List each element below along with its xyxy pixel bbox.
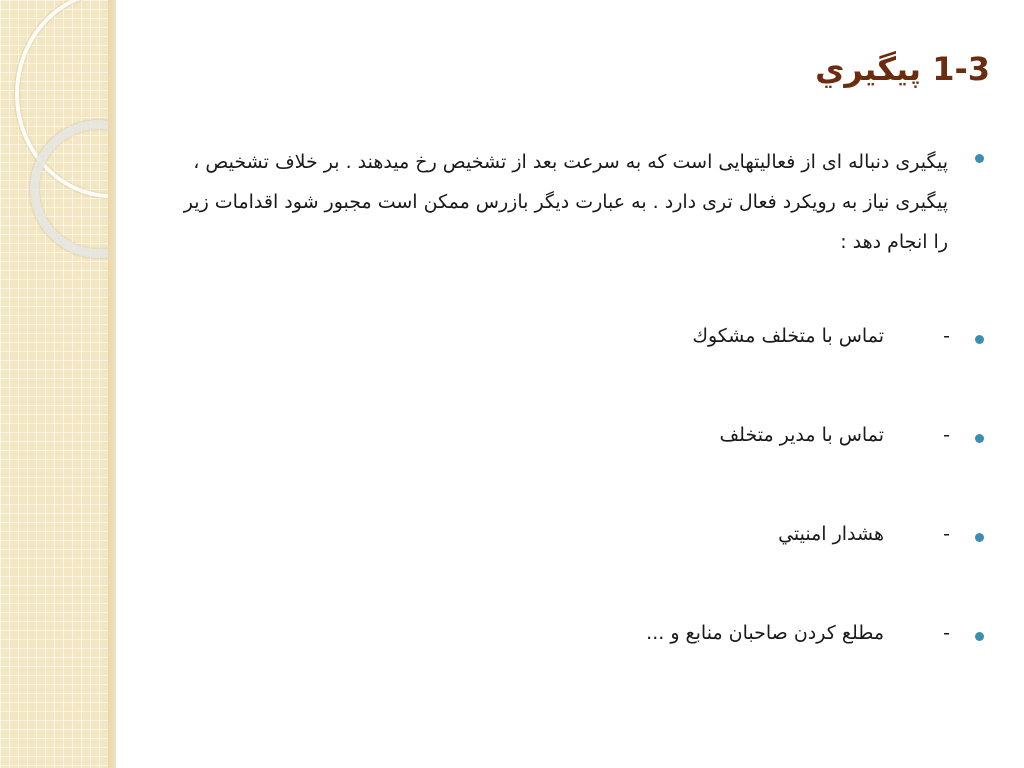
list-dash: - (943, 325, 950, 347)
bullet-dot-icon (975, 434, 984, 443)
list-dash: - (943, 622, 950, 644)
list-dash: - (943, 523, 950, 545)
decorative-side-panel (0, 0, 115, 768)
list-item (584, 419, 984, 459)
list-item-text: تماس با متخلف مشکوك (692, 325, 884, 347)
side-panel-edge (108, 0, 116, 768)
list-item (584, 617, 984, 657)
bullet-dot-icon (975, 335, 984, 344)
list-item-text: مطلع کردن صاحبان منابع و ... (646, 622, 884, 644)
slide-title: 1-3 پيگيري (815, 50, 990, 88)
list-item (584, 518, 984, 558)
list-item-text: هشدار امنيتي (778, 523, 884, 545)
list-item (584, 320, 984, 360)
bullet-dot-icon (975, 154, 984, 163)
list-dash: - (943, 424, 950, 446)
list-item-text: تماس با مدیر متخلف (719, 424, 884, 446)
paragraph-text: پیگیری دنباله ای از فعالیتهایی است که به سرعت بعد از تشخیص رخ میدهند . بر خلاف تشخیص ، پیگیری نیاز به رویکرد فعال تری دارد . به عبارت دیگر بازرس ممکن است مجبور شود اقدامات زیر را انجام دهد : (183, 151, 948, 253)
bullet-dot-icon (975, 533, 984, 542)
bullet-dot-icon (975, 632, 984, 641)
bullet-paragraph (174, 142, 984, 262)
slide-content (140, 0, 984, 768)
